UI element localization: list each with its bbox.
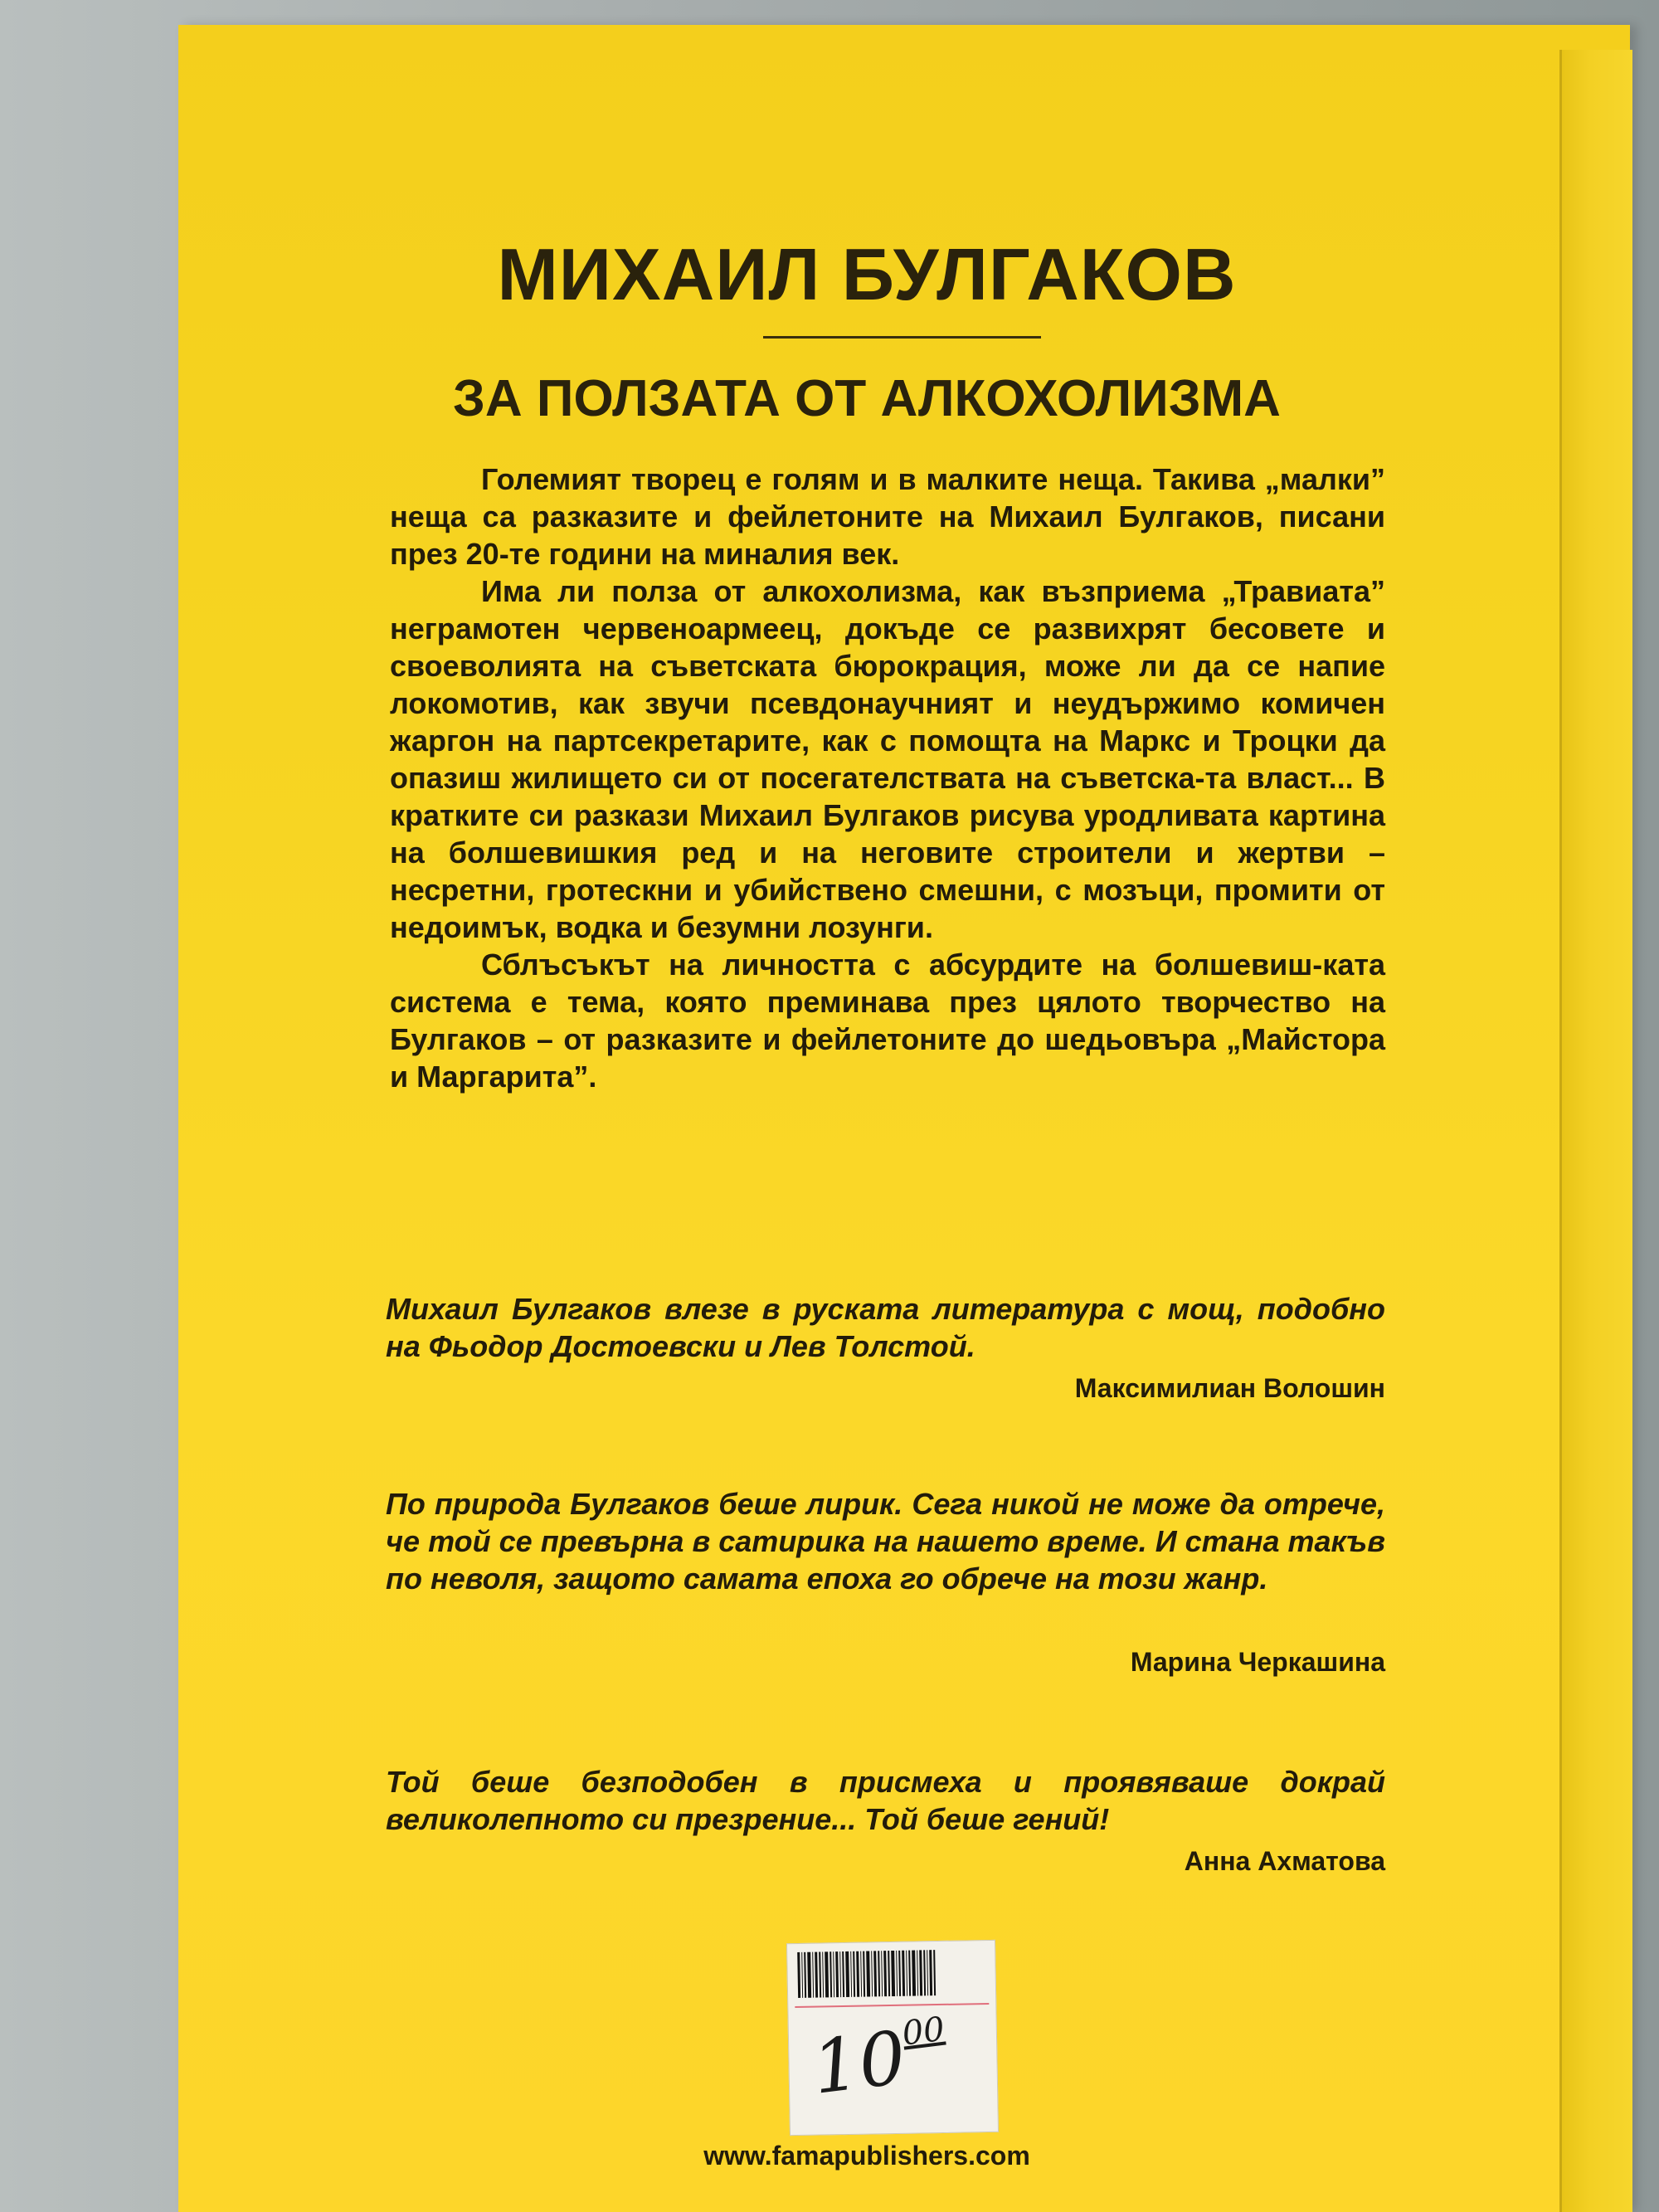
publisher-website: www.famapublishers.com [703, 2141, 1030, 2171]
book-title: ЗА ПОЛЗАТА ОТ АЛКОХОЛИЗМА [453, 370, 1281, 427]
book-page-edge [1559, 50, 1632, 2212]
price-sticker [786, 1940, 999, 2136]
blurb-paragraph: Сблъсъкът на личността с абсурдите на болшевиш-ката система е тема, която преминава през цялото творчество на Булгаков – от разказите и фейлетоните до шедьовъра „Майстора и Маргарита”. [390, 948, 1385, 1094]
title-divider [763, 336, 1041, 339]
price-main: 10 [807, 2014, 911, 2111]
price-cents: 00 [900, 2010, 947, 2054]
blurb-paragraph: Големият творец е голям и в малките неща. Такива „малки” неща са разказите и фейлетоните на Михаил Булгаков, писани през 20-те години на миналия век. [390, 462, 1385, 571]
quote-author: Анна Ахматова [1184, 1846, 1385, 1876]
author-name: МИХАИЛ БУЛГАКОВ [497, 233, 1237, 315]
price-handwritten [808, 2010, 952, 2111]
quote-author: Максимилиан Волошин [1074, 1373, 1385, 1403]
barcode-icon [797, 1949, 985, 1998]
blurb [390, 460, 1385, 1095]
blurb-paragraph: Има ли полза от алкохолизма, как възприема „Травиата” неграмотен червеноармеец, докъде се развихрят бесовете и своеволията на съветската бюрокрация, може ли да се напие локомотив, как звучи псевдонаучният и неудържимо комичен жаргон на партсекретарите, как с помощта на Маркс и Троцки да опазиш жилището си от посегателствата на съветска-та власт... В кратките си разкази Михаил Булгаков рисува уродливата картина на болшевишкия ред и на неговите строители и жертви – несретни, гротескни и убийствено смешни, с мозъци, промити от недоимък, водка и безумни лозунги. [390, 574, 1385, 944]
quote-text: По природа Булгаков беше лирик. Сега никой не може да отрече, че той се превърна в сатирика на нашето време. И стана такъв по неволя, защото самата епоха го обрече на този жанр. [386, 1487, 1385, 1596]
quote-author: Марина Черкашина [1130, 1647, 1385, 1677]
book-back-cover [178, 25, 1630, 2212]
quote-text: Той беше безподобен в присмеха и проявяваше докрай великолепното си презрение... Той беше гений! [386, 1765, 1385, 1836]
sticker-line [795, 2003, 989, 2008]
quote-text: Михаил Булгаков влезе в руската литература с мощ, подобно на Фьодор Достоевски и Лев Толстой. [386, 1292, 1385, 1363]
